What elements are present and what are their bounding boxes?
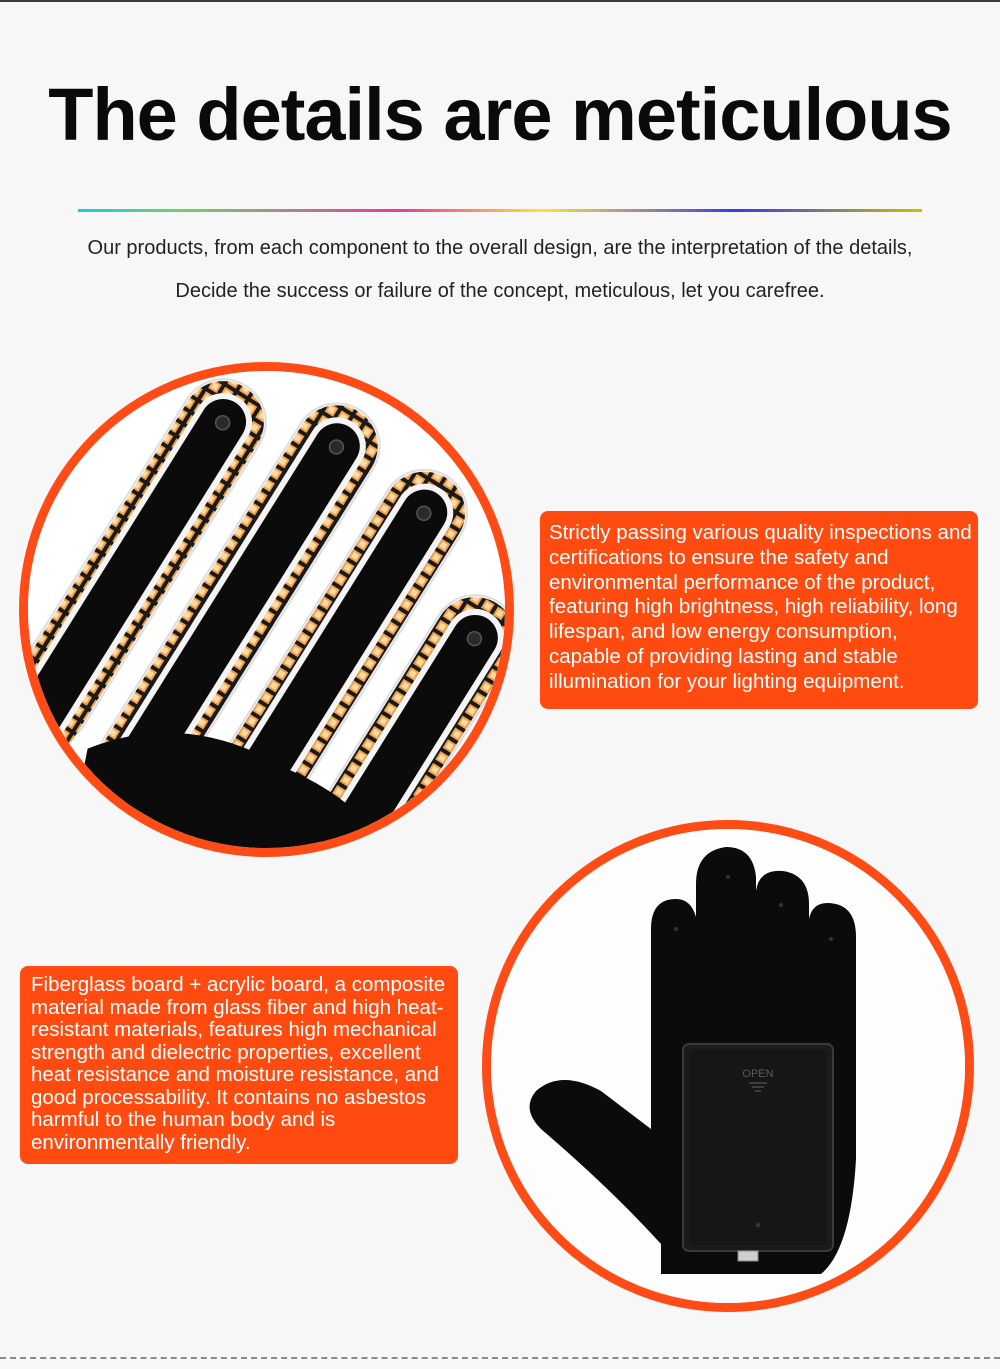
material-feature-card <box>20 966 458 1164</box>
battery-open-label: OPEN <box>742 1068 774 1080</box>
intro-line-2: Decide the success or failure of the concept, meticulous, let you carefree. <box>175 280 825 302</box>
intro-line-1: Our products, from each component to the overall design, are the interpretation of the details, <box>87 237 913 259</box>
top-rule <box>0 0 1000 2</box>
hand-back-battery-image <box>482 820 974 1312</box>
bottom-dashed-rule <box>0 1357 1000 1359</box>
rainbow-divider <box>78 209 922 212</box>
hand-back-illustration <box>491 829 965 1303</box>
quality-feature-text: Strictly passing various quality inspections and certifications to ensure the safety and environmental performance of the product, featuring high brightness, high reliability, long lifespan, and low energy consumption, capable of providing lasting and stable illumination for your lighting equipment. <box>549 521 972 693</box>
page-title: The details are meticulous <box>48 73 952 156</box>
led-board-closeup-image <box>19 362 514 857</box>
led-fingers-illustration <box>28 371 505 848</box>
material-feature-text: Fiberglass board + acrylic board, a composite material made from glass fiber and high heat-resistant materials, features high mechanical strength and dielectric properties, excellent heat resistance and moisture resistance, and good processability. It contains no asbestos harmful to the human body and is environmentally friendly. <box>31 973 446 1154</box>
quality-feature-card <box>540 511 978 709</box>
